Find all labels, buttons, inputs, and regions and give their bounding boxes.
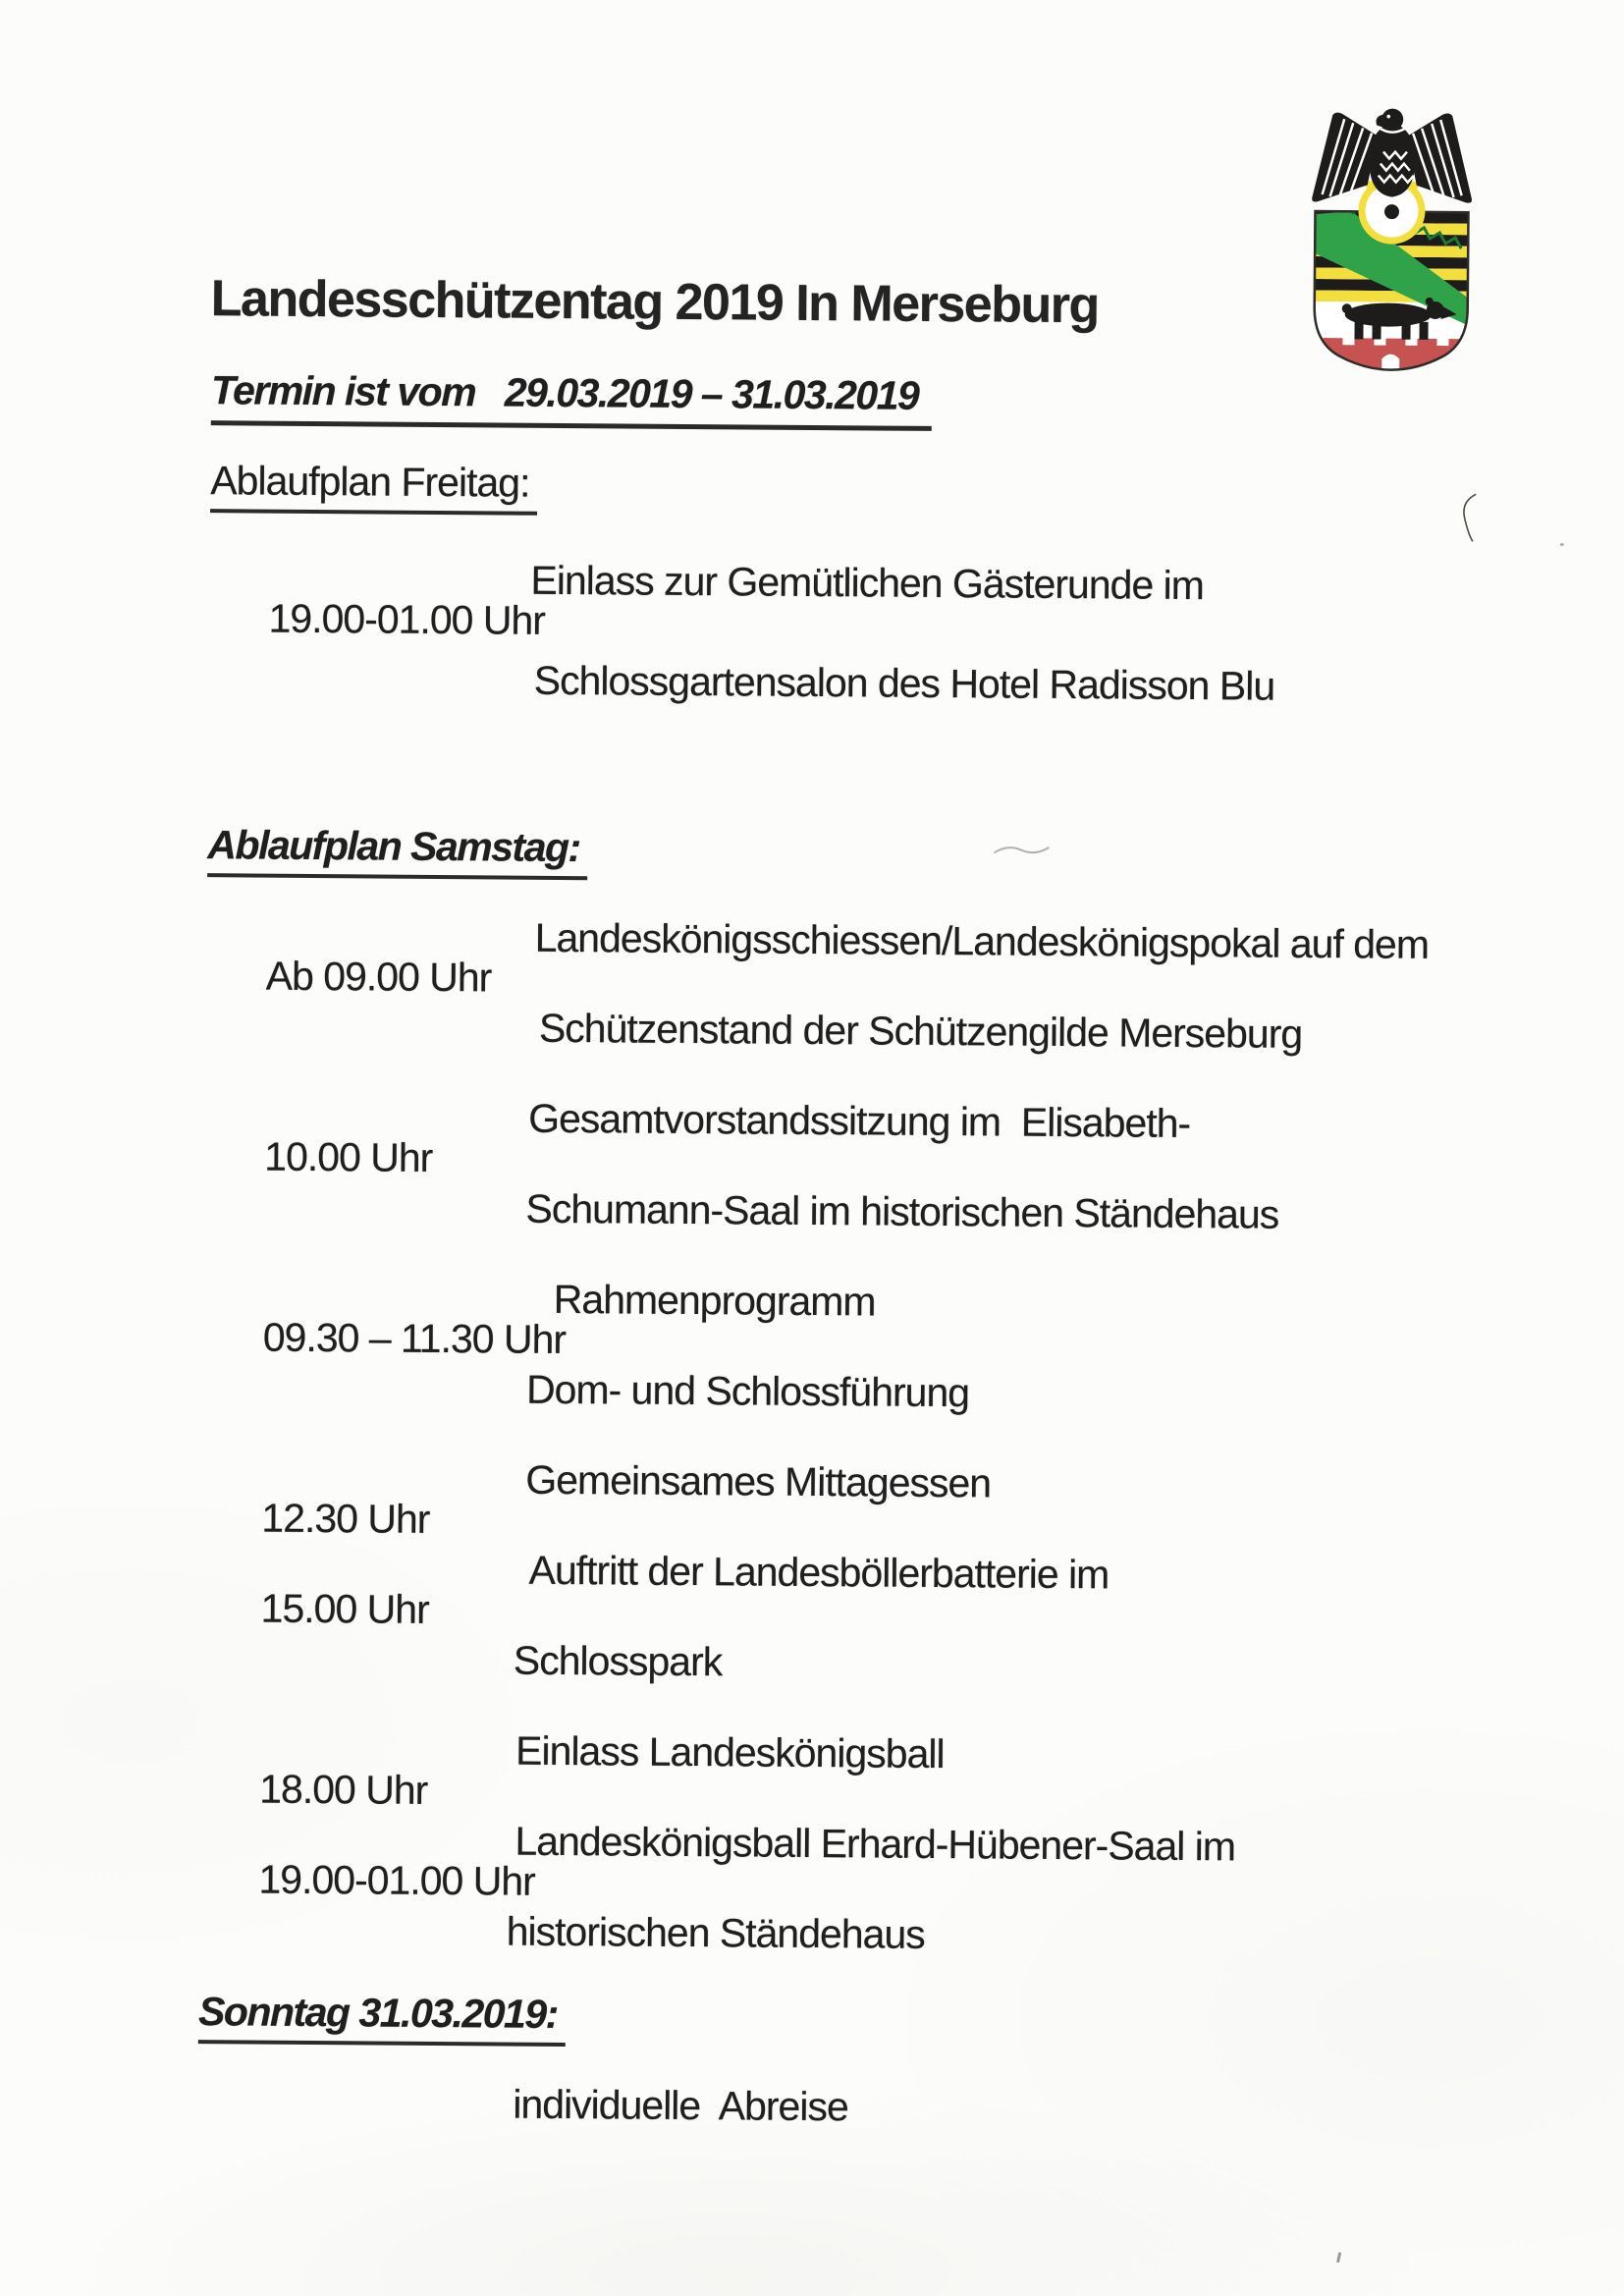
schedule-row [200, 1456, 1496, 1542]
schedule-row [204, 1006, 1500, 1066]
schedule-row [203, 1095, 1499, 1180]
schedule-row [206, 658, 1502, 719]
section-heading-freitag: Ablaufplan Freitag: [210, 461, 538, 516]
scan-artifact-squiggle [992, 842, 1051, 855]
description-cell: Schlosspark [513, 1637, 723, 1685]
time-cell: 19.00-01.00 Uhr [258, 1856, 535, 1904]
description-cell: Gesamtvorstandssitzung im Elisabeth- [528, 1095, 1191, 1147]
time-cell: 19.00-01.00 Uhr [268, 595, 546, 643]
schedule-row [198, 1727, 1494, 1813]
saxony-anhalt-coat-of-arms-icon [1307, 106, 1476, 374]
description-cell: Einlass Landeskönigsball [514, 1727, 945, 1777]
scan-artifact-hair [1456, 492, 1482, 545]
time-cell: 09.30 – 11.30 Uhr [262, 1314, 567, 1363]
schedule-row [207, 557, 1503, 643]
scan-artifact-mark [1336, 2252, 1341, 2263]
description-cell: Landeskönigsschiessen/Landeskönigspokal auf dem [534, 914, 1430, 967]
description-cell: Rahmenprogramm [553, 1276, 876, 1325]
scan-artifact-speck [1560, 543, 1564, 546]
description-cell: Auftritt der Landesböllerbatterie im [528, 1547, 1110, 1598]
time-cell: 15.00 Uhr [260, 1585, 429, 1632]
eagle-eye [1386, 115, 1390, 119]
time-cell: 10.00 Uhr [264, 1133, 433, 1180]
description-cell: historischen Ständehaus [506, 1908, 925, 1957]
schedule-row [195, 2082, 1491, 2143]
description-cell: Schützenstand der Schützengilde Merseburg [538, 1005, 1303, 1057]
time-cell: 18.00 Uhr [259, 1766, 428, 1813]
time-cell: 12.30 Uhr [261, 1495, 430, 1542]
description-cell: individuelle Abreise [513, 2081, 848, 2130]
description-cell: Schlossgartensalon des Hotel Radisson Blu [533, 657, 1275, 709]
schedule-row [201, 1367, 1497, 1428]
section-heading-sonntag: Sonntag 31.03.2019: [198, 1992, 566, 2047]
description-cell: Einlass zur Gemütlichen Gästerunde im [530, 557, 1205, 609]
schedule-row [199, 1547, 1495, 1632]
schedule-row [204, 914, 1500, 1001]
schedule-row [196, 1909, 1492, 1970]
description-cell: Dom- und Schlossführung [525, 1366, 970, 1416]
description-cell: Gemeinsames Mittagessen [525, 1456, 992, 1506]
schedule-row [199, 1638, 1495, 1699]
section-heading-samstag: Ablaufplan Samstag: [207, 825, 588, 880]
schedule-row [202, 1276, 1498, 1363]
description-cell: Schumann-Saal im historischen Ständehaus [525, 1185, 1279, 1237]
target-center-dot [1384, 204, 1399, 219]
description-cell: Landeskönigsball Erhard-Hübener-Saal im [514, 1818, 1236, 1870]
page-title: Landesschützentag 2019 In Merseburg [210, 270, 1099, 335]
schedule-row [197, 1818, 1493, 1904]
date-line: Termin ist vom 29.03.2019 – 31.03.2019 [211, 370, 933, 431]
schedule-row [202, 1186, 1498, 1247]
time-cell: Ab 09.00 Uhr [265, 953, 492, 1001]
